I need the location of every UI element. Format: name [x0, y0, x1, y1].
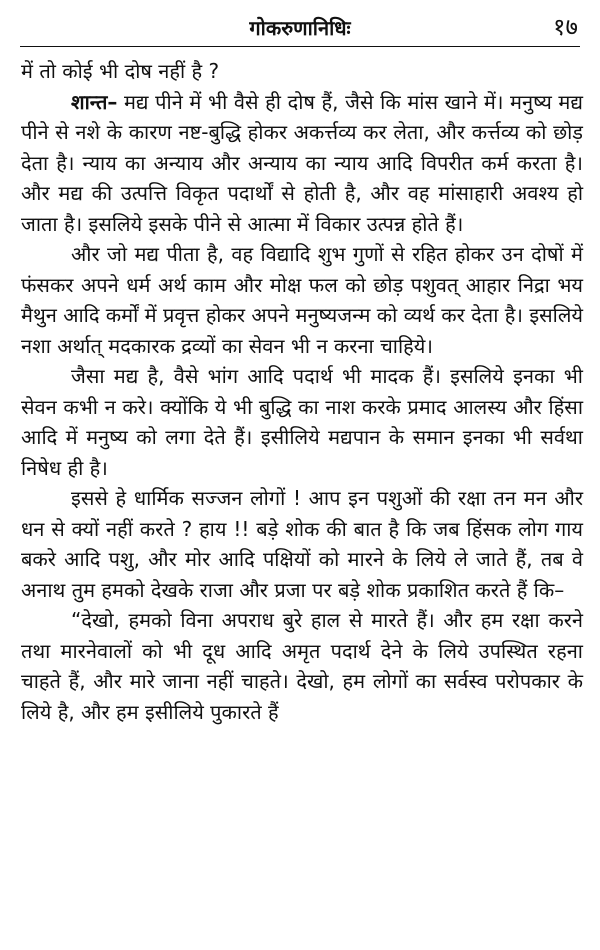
- paragraph-text: में तो कोई भी दोष नहीं है ?: [21, 59, 220, 83]
- paragraph: [21, 483, 583, 605]
- paragraph: [21, 361, 583, 483]
- paragraph: [21, 56, 583, 87]
- paragraph-text: इससे हे धार्मिक सज्जन लोगों ! आप इन पशुओं की रक्षा तन मन और धन से क्यों नहीं करते ? हाय !! बड़े शोक की बात है कि जब हिंसक लोग गाय बकरे आदि पशु, और मोर आदि पक्षियों को मारने के लिये ले जाते हैं, तब वे अनाथ तुम हमको देखके राजा और प्रजा पर बड़े शोक प्रकाशित करते हैं कि–: [21, 486, 583, 602]
- paragraph: [21, 87, 583, 240]
- header-rule: [20, 46, 580, 47]
- running-title: गोकरुणानिधिः: [249, 16, 351, 40]
- speaker-label: शान्त–: [71, 89, 118, 114]
- page-header: [20, 10, 580, 40]
- paragraph-text: और जो मद्य पीता है, वह विद्यादि शुभ गुणों से रहित होकर उन दोषों में फंसकर अपने धर्म अर्थ काम और मोक्ष फल को छोड़ पशुवत् आहार निद्रा भय मैथुन आदि कर्मों में प्रवृत्त होकर अपने मनुष्यजन्म को व्यर्थ कर देता है। इसलिये नशा अर्थात् मदकारक द्रव्यों का सेवन भी न करना चाहिये।: [21, 242, 583, 358]
- page-number: १७: [553, 13, 578, 41]
- paragraph-text: मद्य पीने में भी वैसे ही दोष हैं, जैसे कि मांस खाने में। मनुष्य मद्य पीने से नशे के कारण नष्ट-बुद्धि होकर अकर्त्तव्य कर लेता, और कर्त्तव्य को छोड़ देता है। न्याय का अन्याय और अन्याय का न्याय आदि विपरीत कर्म करता है। और मद्य की उत्पत्ति विकृत पदार्थों से होती है, और वह मांसाहारी अवश्य हो जाता है। इसलिये इसके पीने से आत्मा में विकार उत्पन्न होते हैं।: [21, 89, 583, 236]
- paragraph: [21, 605, 583, 727]
- paragraph-text: “देखो, हमको विना अपराध बुरे हाल से मारते हैं। और हम रक्षा करने तथा मारनेवालों को भी दूध आदि अमृत पदार्थ देने के लिये उपस्थित रहना चाहते हैं, और मारे जाना नहीं चाहते। देखो, हम लोगों का सर्वस्व परोपकार के लिये है, और हम इसीलिये पुकारते हैं: [21, 608, 583, 724]
- body-text: [21, 56, 583, 727]
- paragraph-text: जैसा मद्य है, वैसे भांग आदि पदार्थ भी मादक हैं। इसलिये इनका भी सेवन कभी न करे। क्योंकि ये भी बुद्धि का नाश करके प्रमाद आलस्य और हिंसा आदि में मनुष्य को लगा देते हैं। इसीलिये मद्यपान के समान इनका भी सर्वथा निषेध ही है।: [21, 364, 583, 480]
- paragraph: [21, 239, 583, 361]
